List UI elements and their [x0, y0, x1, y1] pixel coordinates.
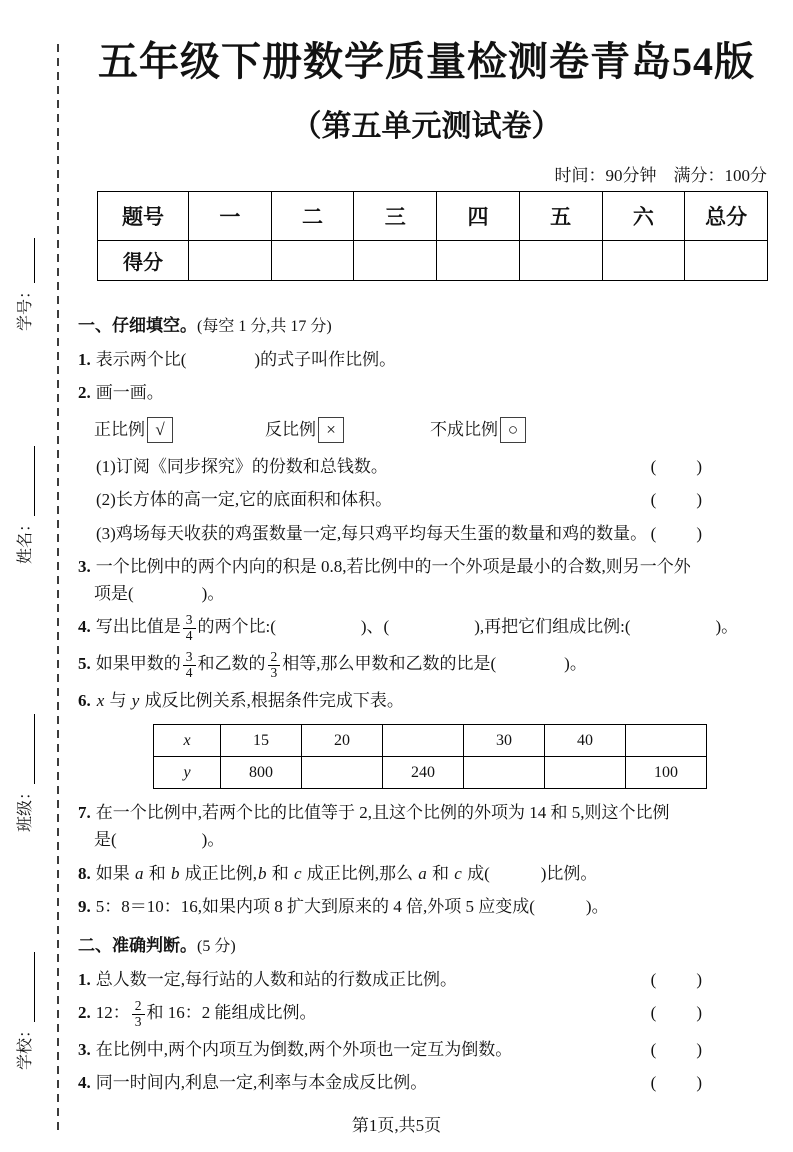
check-box-icon: √	[147, 417, 173, 443]
question-5	[78, 650, 770, 681]
class-label: 班级：	[17, 783, 34, 832]
table-cell	[302, 757, 383, 789]
question-text: 同一时间内,利息一定,利率与本金成反比例。	[95, 1072, 428, 1092]
variable-c: c	[454, 863, 462, 883]
question-text: 成反比例关系,根据条件完成下表。	[140, 690, 404, 710]
answer-blank: ( )	[650, 1039, 704, 1059]
question-number: 1.	[78, 969, 91, 989]
sub-question-number: (2)	[96, 490, 116, 510]
judgment-question-2	[78, 999, 770, 1030]
question-2-sub-1	[78, 453, 770, 480]
binding-dashed-line	[57, 44, 59, 1130]
fraction	[132, 999, 145, 1030]
proportional-label: 正比例	[94, 419, 145, 439]
score-column-total: 总分	[685, 192, 768, 241]
question-text-line-1: 一个比例中的两个内向的积是 0.8,若比例中的一个外项是最小的合数,则另一个外	[95, 556, 691, 576]
question-text: 的两个比:( )、( ),再把它们组成比例:( )。	[197, 617, 739, 637]
name-label: 姓名：	[17, 515, 34, 564]
table-cell	[464, 757, 545, 789]
variable-a: a	[418, 863, 427, 883]
y-row-label: y	[154, 757, 221, 789]
question-number: 3.	[78, 556, 91, 576]
question-number: 4.	[78, 1072, 91, 1092]
variable-b: b	[171, 863, 180, 883]
time-score-info: 时间：90分钟 满分：100分	[554, 166, 767, 185]
score-cell	[189, 241, 272, 281]
table-cell: 15	[221, 725, 302, 757]
answer-blank: ( )	[650, 490, 704, 510]
question-text: 与	[105, 690, 131, 710]
fraction	[183, 613, 196, 644]
question-text: 5：8＝10：16,如果内项 8 扩大到原来的 4 倍,外项 5 应变成( )。	[95, 896, 609, 916]
fraction-denominator: 3	[134, 1013, 142, 1029]
score-column-1: 一	[189, 192, 272, 241]
question-number: 6.	[78, 690, 91, 710]
question-text: 如果	[95, 863, 134, 883]
no-proportion-label: 不成比例	[430, 419, 498, 439]
question-text: 总人数一定,每行站的人数和站的行数成正比例。	[95, 969, 457, 989]
question-number: 1.	[78, 349, 91, 369]
question-number: 5.	[78, 654, 91, 674]
score-cell	[271, 241, 354, 281]
score-table-header-label: 题号	[98, 192, 189, 241]
section-1-heading: 一、仔细填空。	[78, 316, 197, 335]
question-3	[78, 553, 770, 607]
table-cell: 240	[383, 757, 464, 789]
student-no-blank-line	[18, 238, 35, 283]
question-text: 和乙数的	[197, 654, 266, 674]
inverse-label: 反比例	[265, 419, 316, 439]
question-4	[78, 613, 770, 644]
variable-x: x	[96, 690, 105, 710]
sub-question-text: 订阅《同步探究》的份数和总钱数。	[115, 457, 388, 477]
variable-c: c	[294, 863, 302, 883]
question-text: 在比例中,两个内项互为倒数,两个外项也一定互为倒数。	[95, 1039, 513, 1059]
question-text: 成( )比例。	[462, 863, 598, 883]
question-number: 9.	[78, 896, 91, 916]
question-2	[78, 379, 770, 406]
score-column-5: 五	[519, 192, 602, 241]
school-blank-line	[18, 952, 35, 1022]
question-6	[78, 687, 770, 714]
question-number: 2.	[78, 1002, 91, 1022]
answer-blank: ( )	[650, 523, 704, 543]
exam-body	[78, 310, 770, 1102]
score-table	[97, 191, 768, 281]
inverse-proportion-table	[153, 724, 707, 789]
question-2-sub-3	[78, 520, 770, 547]
question-8	[78, 860, 770, 887]
name-blank-line	[18, 446, 35, 516]
score-column-6: 六	[602, 192, 685, 241]
student-info-sidebar	[12, 205, 35, 1115]
answer-blank: ( )	[650, 969, 704, 989]
page-title: 五年级下册数学质量检测卷青岛54版	[98, 39, 755, 84]
question-number: 4.	[78, 617, 91, 637]
page-number: 第1页,共5页	[351, 1116, 442, 1135]
question-text-line-2: 是( )。	[94, 830, 225, 850]
student-no-label: 学号：	[17, 282, 34, 331]
question-text: 成正比例,那么	[302, 863, 418, 883]
question-text: 和	[267, 863, 293, 883]
score-cell	[602, 241, 685, 281]
score-cell	[519, 241, 602, 281]
judgment-question-3	[78, 1036, 770, 1063]
x-row-label: x	[154, 725, 221, 757]
table-cell: 800	[221, 757, 302, 789]
score-column-4: 四	[437, 192, 520, 241]
question-number: 7.	[78, 803, 91, 823]
question-number: 8.	[78, 863, 91, 883]
fraction-numerator: 3	[183, 613, 196, 629]
judgment-question-1	[78, 966, 770, 993]
question-7	[78, 799, 770, 853]
table-cell: 20	[302, 725, 383, 757]
section-1-title	[78, 312, 770, 340]
fraction-numerator: 3	[183, 650, 196, 666]
fraction-denominator: 3	[270, 665, 278, 681]
answer-blank: ( )	[650, 1072, 704, 1092]
question-text: 和	[144, 863, 170, 883]
question-text-line-2: 项是( )。	[94, 583, 225, 603]
table-cell	[626, 725, 707, 757]
y-row	[154, 757, 707, 789]
question-text: 和	[427, 863, 454, 883]
question-2-sub-2	[78, 486, 770, 513]
question-number: 3.	[78, 1039, 91, 1059]
school-label: 学校：	[17, 1021, 34, 1070]
answer-blank: ( )	[650, 1002, 704, 1022]
cross-box-icon: ×	[318, 417, 344, 443]
page-subtitle: （第五单元测试卷）	[291, 110, 562, 143]
score-cell	[354, 241, 437, 281]
variable-y: y	[131, 690, 140, 710]
fraction-numerator: 2	[132, 999, 145, 1015]
score-table-score-row	[98, 241, 768, 281]
question-number: 2.	[78, 382, 91, 402]
fraction-denominator: 4	[185, 628, 193, 644]
score-cell	[437, 241, 520, 281]
fraction	[268, 650, 281, 681]
question-9	[78, 893, 770, 920]
table-cell	[383, 725, 464, 757]
judgment-question-4	[78, 1069, 770, 1096]
class-blank-line	[18, 714, 35, 784]
section-2-heading: 二、准确判断。	[78, 935, 197, 955]
score-table-header-row	[98, 192, 768, 241]
score-column-3: 三	[354, 192, 437, 241]
variable-a: a	[135, 863, 144, 883]
question-text: 和 16：2 能组成比例。	[146, 1002, 317, 1022]
question-text: 成正比例,	[180, 863, 257, 883]
sub-question-number: (3)	[96, 523, 116, 543]
question-text-line-1: 在一个比例中,若两个比的比值等于 2,且这个比例的外项为 14 和 5,则这个比例	[95, 803, 670, 823]
x-row	[154, 725, 707, 757]
table-cell: 40	[545, 725, 626, 757]
question-text: 写出比值是	[95, 617, 181, 637]
question-2-legend	[78, 416, 770, 443]
section-1-points-note: (每空 1 分,共 17 分)	[197, 318, 332, 335]
variable-b: b	[258, 863, 267, 883]
question-text: 12：	[95, 1002, 130, 1022]
section-2-title	[78, 932, 770, 960]
question-text: 表示两个比( )的式子叫作比例。	[95, 349, 397, 369]
question-text: 如果甲数的	[95, 654, 181, 674]
sub-question-text: 长方体的高一定,它的底面积和体积。	[115, 490, 393, 510]
question-1	[78, 346, 770, 373]
score-row-label: 得分	[98, 241, 189, 281]
table-cell: 100	[626, 757, 707, 789]
score-column-2: 二	[271, 192, 354, 241]
question-text: 画一画。	[95, 382, 164, 402]
fraction	[183, 650, 196, 681]
table-cell: 30	[464, 725, 545, 757]
question-text: 相等,那么甲数和乙数的比是( )。	[282, 654, 587, 674]
fraction-numerator: 2	[268, 650, 281, 666]
section-2-points-note: (5 分)	[197, 937, 236, 955]
score-cell	[685, 241, 768, 281]
table-cell	[545, 757, 626, 789]
sub-question-number: (1)	[96, 457, 116, 477]
sub-question-text: 鸡场每天收获的鸡蛋数量一定,每只鸡平均每天生蛋的数量和鸡的数量。	[115, 523, 648, 543]
fraction-denominator: 4	[185, 665, 193, 681]
answer-blank: ( )	[650, 457, 704, 477]
circle-box-icon: ○	[500, 417, 526, 443]
